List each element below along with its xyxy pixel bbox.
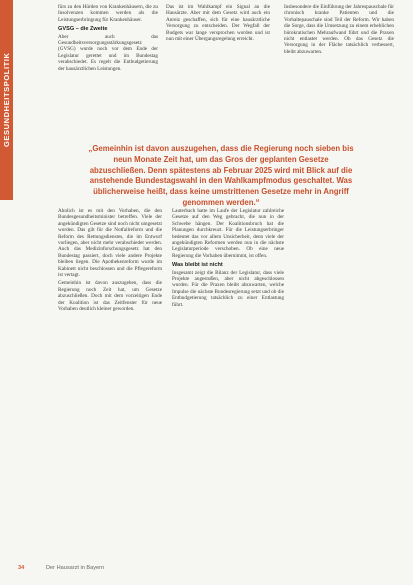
publication-name: Der Hausarzt in Bayern xyxy=(46,565,105,571)
top-col3-body: Insbesondere die Einführung der Jahrespauschale für chronisch kranke Patienten und die Vorhaltepauschale sind Teil der Reform. Wir haben die Sorge, dass die Umsetzung zu einem erheblichen bürokratischen Mehraufwand führt und die Praxen nicht entlastet werden. Ob das Gesetz die Versorgung in der Fläche tatsächlich verbessert, bleibt abzuwarten. xyxy=(284,4,394,55)
top-column-3 xyxy=(284,4,394,122)
page-number: 34 xyxy=(18,565,25,571)
bottom-col2-heading: Was bleibt ist nicht xyxy=(172,262,223,269)
top-column-2 xyxy=(166,4,270,122)
bottom-column-2 xyxy=(172,208,284,558)
pull-quote: „Gemeinhin ist davon auszugehen, dass die Regierung noch sieben bis neun Monate Zeit hat, um das Gros der geplanten Gesetze abzuschließen. Denn spätestens ab Februar 2025 wird mit Blick auf die anstehende Bundestagswahl in den Wahlkampfmodus geschaltet. Was üblicherweise heißt, dass keine umstrittenen Gesetze mehr in Angriff genommen werden.“ xyxy=(88,144,354,207)
top-col1-intro: fürs zu den Hürden von Krankenhäusern, die zu Insolvenzen kommen werden als die Leistungserbringung für Krankenhäuser. xyxy=(58,4,158,23)
top-col1-heading: GVSG – die Zweite xyxy=(58,26,108,33)
bottom-col1-body2: Gemeinhin ist davon auszugehen, dass die Regierung noch Zeit hat, um Gesetze abzuschließen. Doch mit dem vorzeitigen Ende der Koalition ist das Zeitfenster für neue Vorhaben deutlich kleiner geworden. xyxy=(58,280,162,313)
bottom-col2-body: Lauterbach hatte im Laufe der Legislatur zahlreiche Gesetze auf den Weg gebracht, die nun in der Schwebe hängen. Der Koalitionsbruch hat die Planungen durchkreuzt. Für die Leistungserbringer bedeutet das vor allem Unsicherheit, denn viele der angekündigten Reformen werden nun in die nächste Legislaturperiode verschoben. Ob eine neue Regierung die Vorhaben übernimmt, ist offen. xyxy=(172,208,284,259)
top-col1-body: Aber auch das Gesundheitsversorgungsstärkungsgesetz (GVSG) wurde noch vor dem Ende der Legislatur gerettet und im Bundestag verabschiedet. Es regelt die Entbudgetierung der hausärztlichen Leistungen. xyxy=(58,33,158,72)
bottom-col1-body: Ähnlich ist es mit den Vorhaben, die den Bundesgesundheitsminister betreffen. Viele der angekündigten Gesetze sind noch nicht umgesetzt worden. Das gilt für die Notfallreform und die Reform des Rettungsdienstes, die im Entwurf vorliegen, aber nicht mehr verabschiedet werden. Auch das Medizinforschungsgesetz hat den Bundestag passiert, doch viele andere Projekte bleiben liegen. Die Apothekenreform wurde im Kabinett nicht beschlossen und die Pflegereform ist vertagt. xyxy=(58,208,162,279)
section-bar xyxy=(0,0,13,200)
page-footer xyxy=(14,563,399,575)
top-column-1 xyxy=(58,4,158,122)
top-col2-body: Das ist im Wahlkampf ein Signal an die Hausärzte. Aber mit dem Gesetz wird auch ein Anreiz geschaffen, sich für eine hausärztliche Versorgung zu entscheiden. Der Wegfall der Budgets war lange versprochen worden und ist nun mit einer Übergangsregelung erreicht. xyxy=(166,4,270,43)
bottom-col2-body2: Insgesamt zeigt die Bilanz der Legislatur, dass viele Projekte angestoßen, aber nicht abgeschlossen wurden. Für die Praxen bleibt abzuwarten, welche Impulse die nächste Bundesregierung setzt und ob die Entbudgetierung tatsächlich zu einer Entlastung führt. xyxy=(172,269,284,308)
bottom-column-1 xyxy=(58,208,162,558)
section-label: GESUNDHEITSPOLITIK xyxy=(2,52,11,148)
